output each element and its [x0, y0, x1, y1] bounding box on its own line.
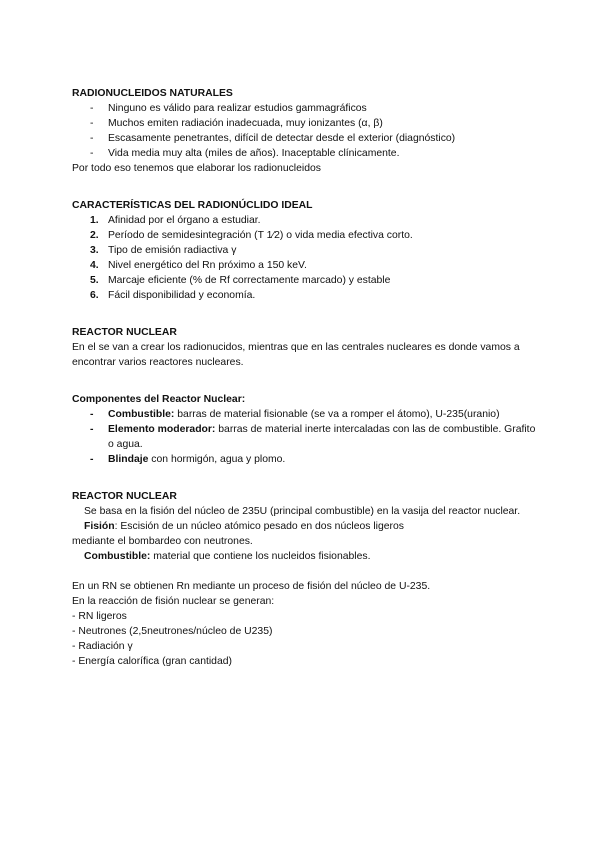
- section-title-componentes: Componentes del Reactor Nuclear:: [72, 394, 246, 405]
- radionucleidos-list: [72, 101, 542, 161]
- document-page: [72, 86, 542, 669]
- spacer: [72, 467, 542, 489]
- section-title-ideal: CARACTERÍSTICAS DEL RADIONÚCLIDO IDEAL: [72, 200, 313, 211]
- combustible-definition: Combustible: material que contiene los nucleidos fisionables.: [84, 551, 371, 562]
- section-title-reactor: REACTOR NUCLEAR: [72, 327, 177, 338]
- generated-item: - Energía calorífica (gran cantidad): [72, 656, 232, 667]
- ideal-list: [72, 213, 542, 303]
- list-item: 6. Fácil disponibilidad y economía.: [90, 290, 256, 301]
- spacer: [72, 176, 542, 198]
- list-item: - Escasamente penetrantes, difícil de detectar desde el exterior (diagnóstico): [72, 131, 542, 146]
- list-item: 1. Afinidad por el órgano a estudiar.: [90, 215, 261, 226]
- list-item: - Blindaje con hormigón, agua y plomo.: [72, 452, 542, 467]
- list-item: - Vida media muy alta (miles de años). Inaceptable clínicamente.: [72, 146, 542, 161]
- componentes-list: [72, 407, 542, 467]
- section-title-radionucleidos: RADIONUCLEIDOS NATURALES: [72, 88, 233, 99]
- fision-definition: Fisión: Escisión de un núcleo atómico pesado en dos núcleos ligeros: [84, 521, 404, 532]
- list-item: - Combustible: barras de material fisionable (se va a romper el átomo), U-235(uranio): [72, 407, 542, 422]
- list-item: - Elemento moderador: barras de material inerte intercaladas con las de combustible. Grafito o agua.: [72, 422, 542, 452]
- rn-generated-line: En la reacción de fisión nuclear se generan:: [72, 596, 275, 607]
- generated-item: - Radiación γ: [72, 641, 133, 652]
- list-item: - Ninguno es válido para realizar estudios gammagráficos: [72, 101, 542, 116]
- spacer: [72, 303, 542, 325]
- list-item: 5. Marcaje eficiente (% de Rf correctamente marcado) y estable: [90, 275, 391, 286]
- list-item: - Muchos emiten radiación inadecuada, muy ionizantes (α, β): [72, 116, 542, 131]
- list-item: 2. Período de semidesintegración (T 1⁄2) o vida media efectiva corto.: [90, 230, 413, 241]
- list-item: 4. Nivel energético del Rn próximo a 150 keV.: [90, 260, 307, 271]
- reactor-description: Se basa en la fisión del núcleo de 235U (principal combustible) en la vasija del reactor nuclear.: [84, 506, 521, 517]
- reactor-paragraph: En el se van a crear los radionucidos, mientras que en las centrales nucleares es donde vamos a encontrar varios reactores nucleares.: [72, 342, 520, 368]
- list-item: 3. Tipo de emisión radiactiva γ: [90, 245, 237, 256]
- generated-item: - Neutrones (2,5neutrones/núcleo de U235): [72, 626, 273, 637]
- fision-definition-cont: mediante el bombardeo con neutrones.: [72, 536, 253, 547]
- rn-process-line: En un RN se obtienen Rn mediante un proceso de fisión del núcleo de U-235.: [72, 581, 431, 592]
- spacer: [72, 370, 542, 392]
- spacer: [72, 564, 542, 579]
- generated-item: - RN ligeros: [72, 611, 127, 622]
- radionucleidos-conclusion: Por todo eso tenemos que elaborar los radionucleidos: [72, 163, 321, 174]
- section-title-reactor-2: REACTOR NUCLEAR: [72, 491, 177, 502]
